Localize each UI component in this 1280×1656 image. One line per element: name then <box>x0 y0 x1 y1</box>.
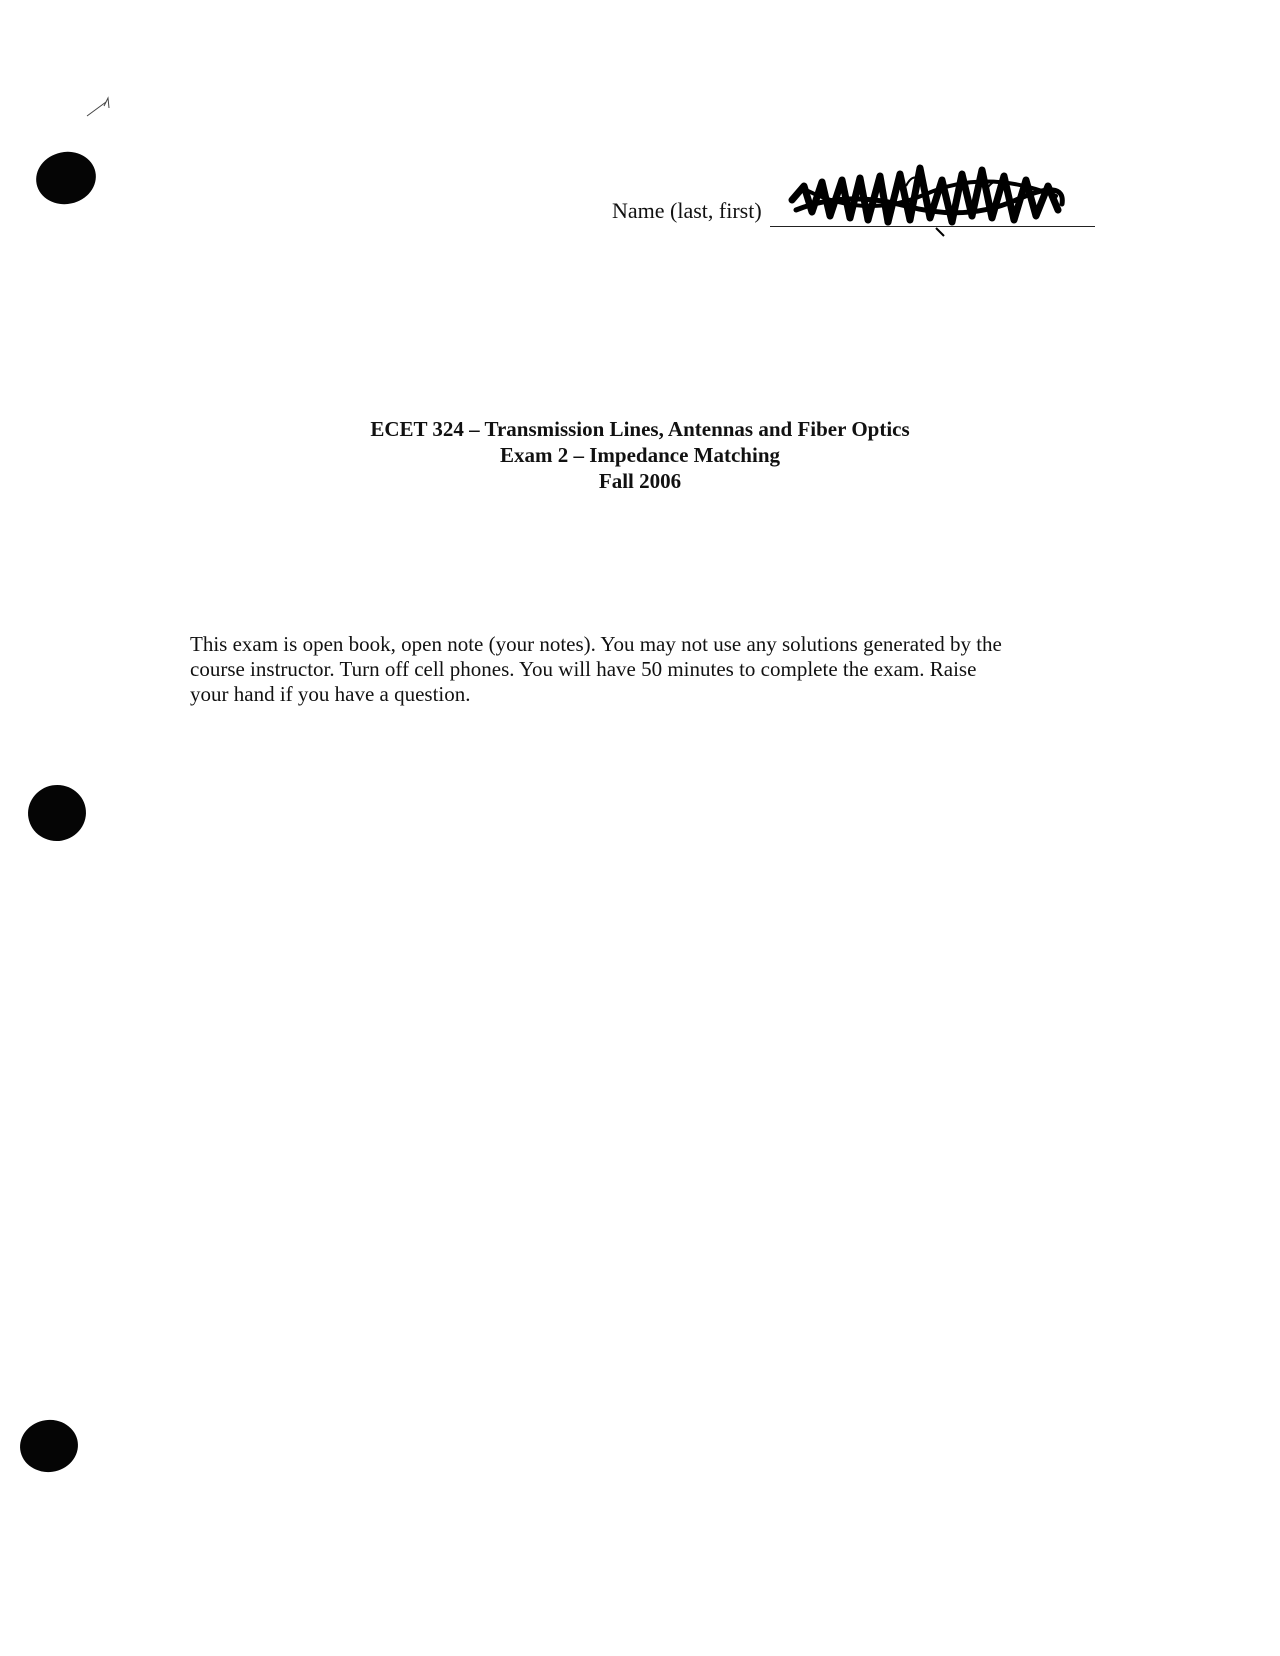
exam-title: Exam 2 – Impedance Matching <box>500 443 780 467</box>
instructions-line: course instructor. Turn off cell phones. You will have 50 minutes to complete the exam. Raise <box>190 657 977 681</box>
name-field-label: Name (last, first) <box>612 198 762 223</box>
corner-pencil-mark <box>86 96 112 118</box>
punch-hole <box>17 1416 82 1476</box>
exam-title-block <box>280 416 1000 494</box>
redacted-name-scribble <box>786 160 1066 238</box>
punch-hole <box>31 146 101 209</box>
instructions-line: This exam is open book, open note (your notes). You may not use any solutions generated by the <box>190 632 1002 656</box>
instructions-line: your hand if you have a question. <box>190 682 471 706</box>
exam-term: Fall 2006 <box>598 469 682 493</box>
punch-hole <box>24 780 91 845</box>
exam-instructions <box>190 632 1090 707</box>
course-title: ECET 324 – Transmission Lines, Antennas and Fiber Optics <box>370 417 910 441</box>
